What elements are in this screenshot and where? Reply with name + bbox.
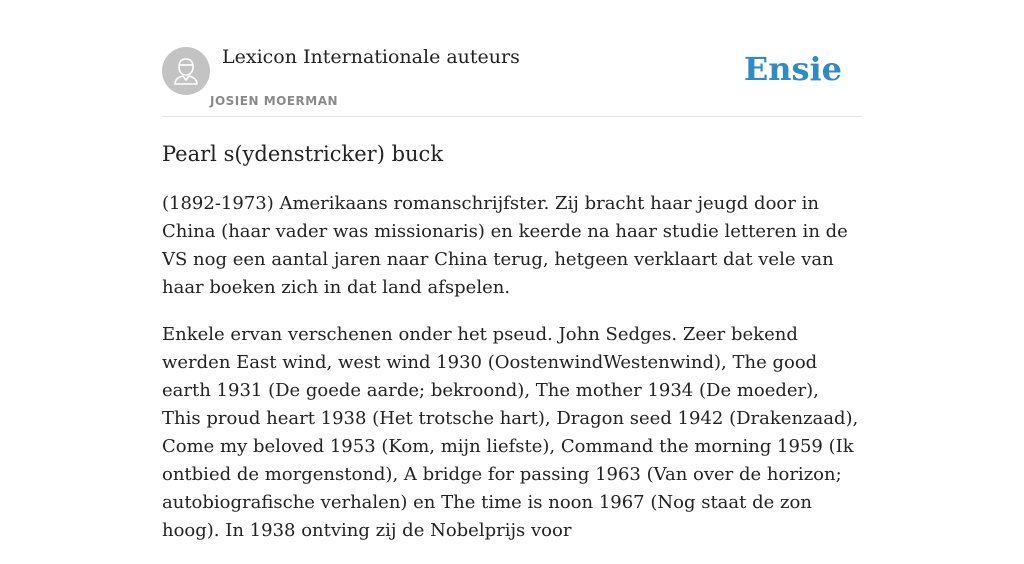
article-paragraph: Enkele ervan verschenen onder het pseud. John Sedges. Zeer bekend werden East wind, west wind 1930 (OostenwindWestenwind), The good earth 1931 (De goede aarde; bekroond), The mother 1934 (De moeder), This proud heart 1938 (Het trotsche hart), Dragon seed 1942 (Drakenzaad), Come my beloved 1953 (Kom, mijn liefste), Command the morning 1959 (Ik ontbied de morgenstond), A bridge for passing 1963 (Van over de horizon; autobiografische verhalen) en The time is noon 1967 (Nog staat de zon hoog). In 1938 ontving zij de Nobelprijs voor [162, 324, 859, 541]
book-title[interactable]: Lexicon Internationale auteurs [222, 46, 520, 68]
article-title: Pearl s(ydenstricker) buck [162, 142, 444, 166]
brand-logo[interactable]: Ensie [743, 50, 842, 88]
article-paragraph: (1892-1973) Amerikaans romanschrijfster. Zij bracht haar jeugd door in China (haar vader was missionaris) en keerde na haar studie letteren in de VS nog een aantal jaren naar China terug, hetgeen verklaart dat vele van haar boeken zich in dat land afspelen. [162, 193, 848, 298]
header [162, 44, 862, 117]
user-placeholder-icon [162, 47, 210, 95]
article [162, 138, 862, 564]
author-name[interactable]: JOSIEN MOERMAN [210, 94, 339, 108]
